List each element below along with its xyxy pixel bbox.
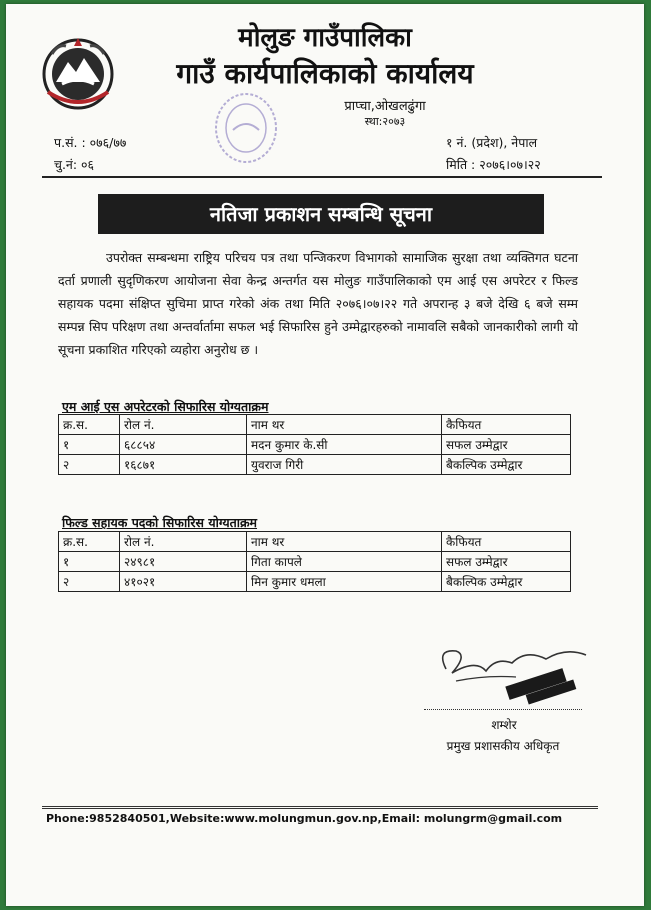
cell-name: मदन कुमार के.सी	[247, 435, 442, 455]
cell-remark: सफल उम्मेद्वार	[442, 552, 571, 572]
notice-title: नतिजा प्रकाशन सम्बन्धि सूचना	[98, 194, 544, 234]
header-cell: कैफियत	[442, 532, 571, 552]
cell-remark: सफल उम्मेद्वार	[442, 435, 571, 455]
letter-page	[6, 4, 644, 906]
notice-body: उपरोक्त सम्बन्धमा राष्ट्रिय परिचय पत्र तथा पन्जिकरण विभागको सामाजिक सुरक्षा तथा व्यक्तिगत घटना दर्ता प्रणाली सुदृणिकरण आयोजना सेवा केन्द्र अन्तर्गत यस मोलुङ गाउँपालिकाको एम आई एस अपरेटर र फिल्ड सहायक पदमा संक्षिप्त सुचिमा प्राप्त गरेको अंक तथा मिति २०७६।०७।२२ गते अपरान्ह ३ बजे देखि ६ बजे सम्म सम्पन्न सिप परिक्षण तथा अन्तर्वार्तामा सफल भई सिफारिस हुने उम्मेद्वारहरुको नामावलि सबैको जानकारीको लागी यो सूचना प्रकाशित गरिएको व्यहोरा अनुरोध छ ।	[58, 250, 578, 357]
letter-number: प.सं. : ०७६/७७	[54, 135, 127, 150]
contact-footer: Phone:9852840501,Website:www.molungmun.gov.np,Email: molungrm@gmail.com	[46, 812, 563, 825]
office-name: गाउँ कार्यपालिकाको कार्यालय	[176, 57, 474, 90]
table-row	[59, 435, 571, 455]
dispatch-number: चु.नं: ०६	[54, 157, 95, 172]
header-cell: रोल नं.	[120, 415, 247, 435]
header-cell: रोल नं.	[120, 532, 247, 552]
cell-name: गिता कापले	[247, 552, 442, 572]
header-cell: कैफियत	[442, 415, 571, 435]
cell-serial: १	[59, 435, 120, 455]
footer-divider	[42, 806, 598, 809]
table-row	[59, 572, 571, 592]
mis-operator-table	[58, 414, 571, 475]
cell-serial: २	[59, 455, 120, 475]
office-location: प्राप्चा,ओखलढुंगा	[344, 99, 426, 114]
municipality-name: मोलुङ गाउँपालिका	[238, 23, 412, 53]
cell-remark: बैकल्पिक उम्मेद्वार	[442, 572, 571, 592]
header-cell: नाम थर	[247, 415, 442, 435]
header-cell: क्र.स.	[59, 415, 120, 435]
established-year: स्था:२०७३	[364, 115, 406, 128]
signatory-title: प्रमुख प्रशासकीय अधिकृत	[446, 739, 560, 753]
signatory-name: शम्शेर	[491, 718, 517, 732]
cell-serial: २	[59, 572, 120, 592]
signature-line	[424, 709, 582, 710]
table-row	[59, 552, 571, 572]
table-row	[59, 455, 571, 475]
cell-name: युवराज गिरी	[247, 455, 442, 475]
cell-roll: ४१०२१	[120, 572, 247, 592]
header-cell: नाम थर	[247, 532, 442, 552]
table-title-mis-operator: एम आई एस अपरेटरको सिफारिस योग्यताक्रम	[62, 399, 269, 414]
header-cell: क्र.स.	[59, 532, 120, 552]
cell-roll: ६८८५४	[120, 435, 247, 455]
handwritten-signature	[416, 629, 596, 709]
cell-remark: बैकल्पिक उम्मेद्वार	[442, 455, 571, 475]
table-title-field-assistant: फिल्ड सहायक पदको सिफारिस योग्यताक्रम	[62, 515, 258, 530]
cell-serial: १	[59, 552, 120, 572]
province-address: १ नं. (प्रदेश), नेपाल	[446, 135, 538, 150]
letter-date: मिति : २०७६।०७।२२	[446, 157, 541, 172]
cell-name: मिन कुमार धमला	[247, 572, 442, 592]
table-header-row	[59, 415, 571, 435]
field-assistant-table	[58, 531, 571, 592]
cell-roll: २४९८१	[120, 552, 247, 572]
cell-roll: १६८७१	[120, 455, 247, 475]
header-divider	[42, 176, 602, 178]
table-header-row	[59, 532, 571, 552]
